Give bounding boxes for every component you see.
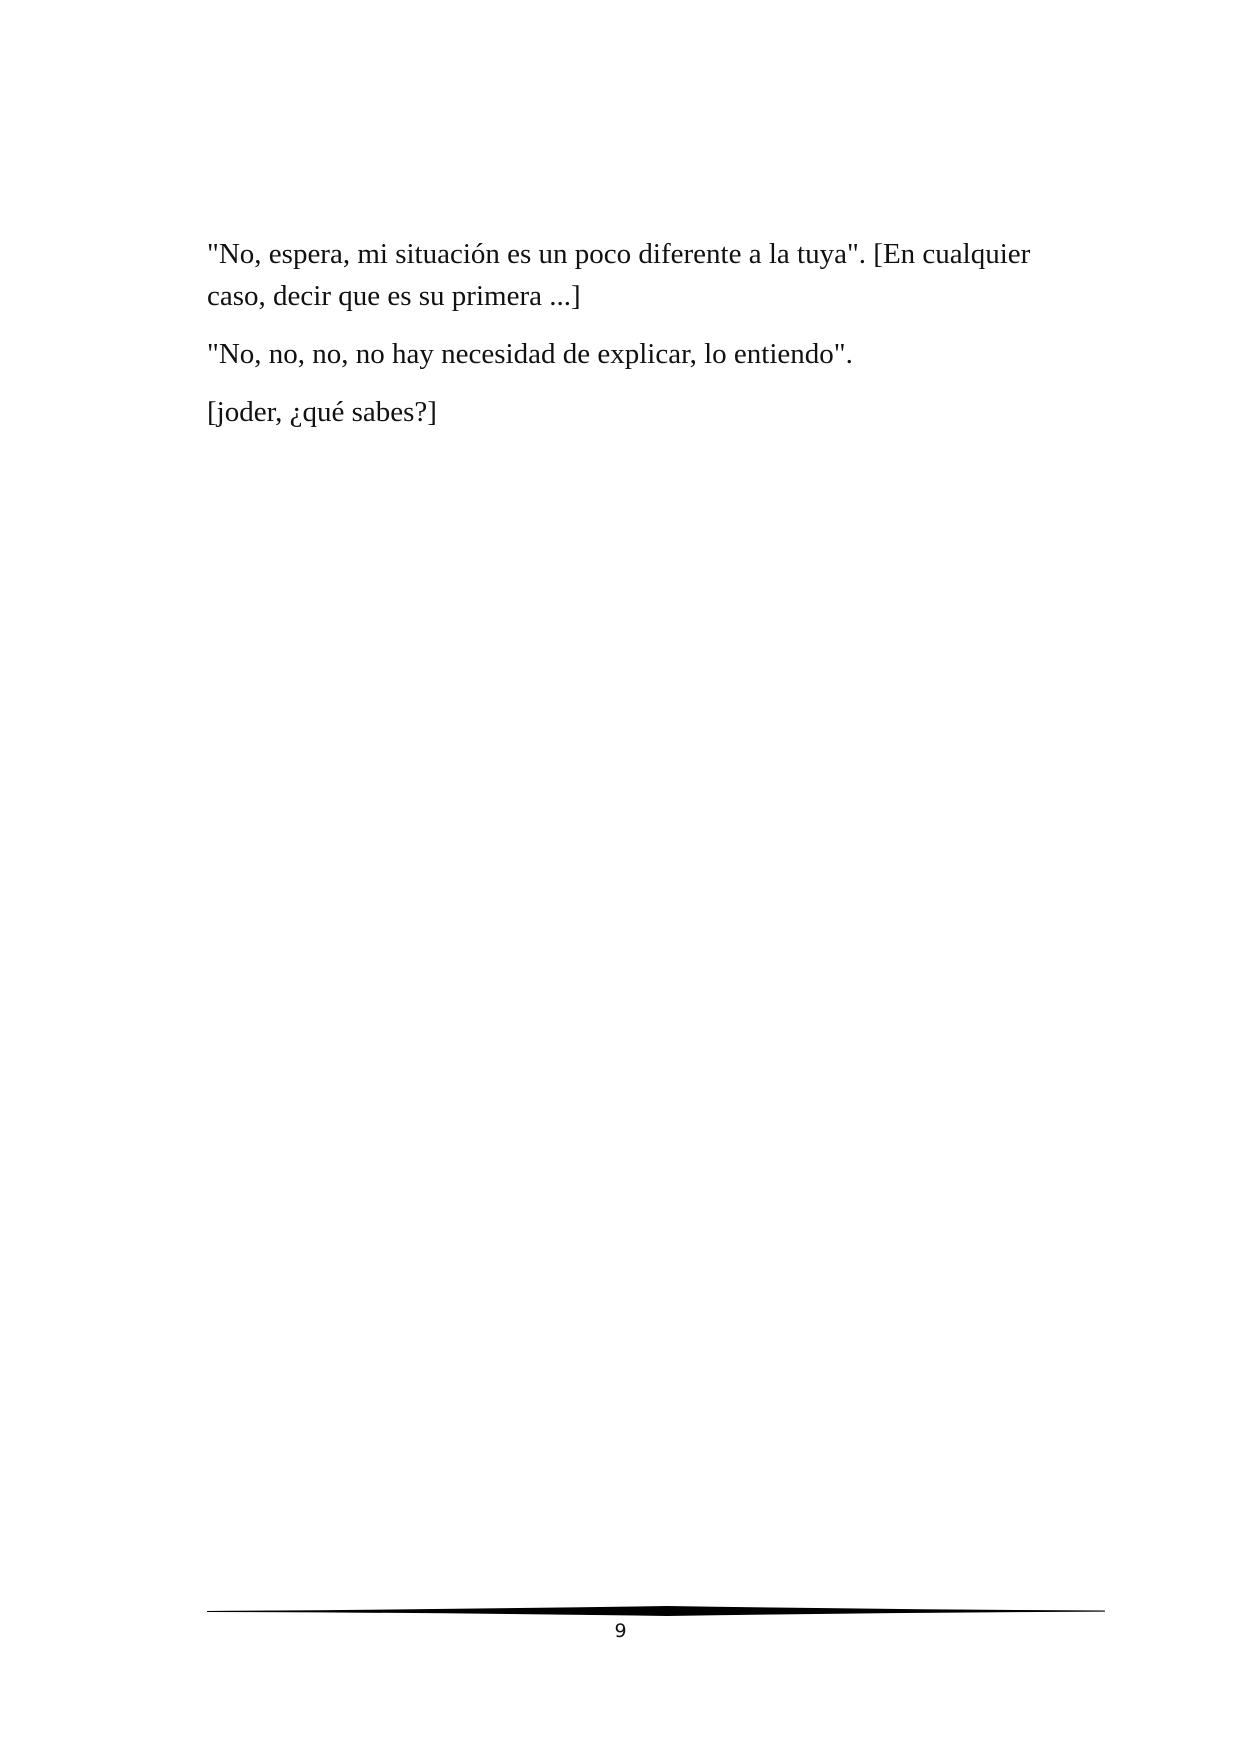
page-number: 9 xyxy=(614,1620,627,1642)
footer-divider-stroke xyxy=(207,1606,1105,1616)
paragraph-2: "No, no, no, no hay necesidad de explicar, lo entiendo". xyxy=(207,338,853,370)
paragraph-3: [joder, ¿qué sabes?] xyxy=(207,396,437,428)
footer-divider xyxy=(207,1603,1105,1619)
body-text xyxy=(207,233,1087,449)
paragraph-1: "No, espera, mi situación es un poco diferente a la tuya". [En cualquier caso, decir que es su primera ...] xyxy=(207,238,1031,312)
